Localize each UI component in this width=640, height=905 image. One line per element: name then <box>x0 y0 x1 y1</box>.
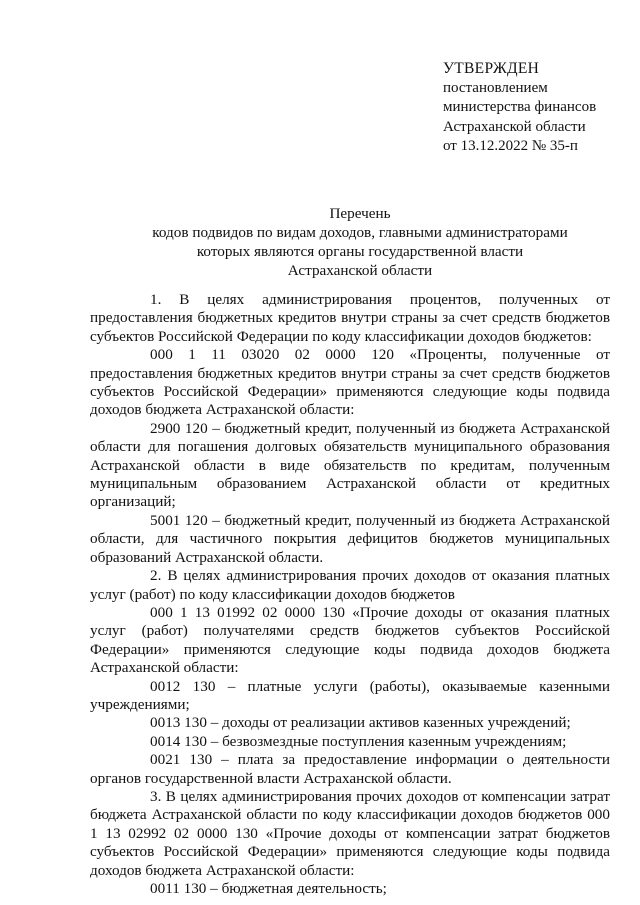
heading-line: которых являются органы государственной власти <box>196 243 524 260</box>
approval-date: от 13.12.2022 № 35-п <box>443 138 578 154</box>
heading-line: Перечень <box>329 205 391 222</box>
paragraph-code-list: 0014 130 – безвозмездные поступления казенным учреждениям; <box>150 732 567 750</box>
document-body <box>90 291 610 898</box>
approval-line: министерства финансов <box>443 99 597 115</box>
paragraph-code-list: 0021 130 – плата за предоставление информации о деятельности органов государственной власти Астраханской области. <box>90 751 610 787</box>
heading-line: Астраханской области <box>287 262 433 279</box>
paragraph-code-list: 0013 130 – доходы от реализации активов казенных учреждений; <box>150 714 571 732</box>
document-heading <box>90 204 630 280</box>
paragraph-3: 3. В целях администрирования прочих доходов от компенсации затрат бюджета Астраханской области по коду классификации доходов бюджетов 000 1 13 02992 02 0000 130 «Прочие доходы от компенсации затрат бюджетов субъектов Российской Федерации» применяются следующие коды подвида доходов бюджета Астраханской области: <box>90 787 610 879</box>
approval-line: Астраханской области <box>443 118 586 135</box>
paragraph-code-list: 000 1 11 03020 02 0000 120 «Проценты, полученные от предоставления бюджетных кредитов внутри страны за счет средств бюджетов субъектов Российской Федерации» применяются следующие коды подвида доходов бюджета Астраханской области: <box>90 346 610 419</box>
paragraph-code-list: 0011 130 – бюджетная деятельность; <box>150 880 387 897</box>
paragraph-code-list: 2900 120 – бюджетный кредит, полученный из бюджета Астраханской области для погашения долговых обязательств муниципального образования Астраханской области в виде обязательств по кредитам, полученным муниципальным образованием Астраханской области от кредитных организаций; <box>90 419 610 511</box>
paragraph-code-list: 5001 120 – бюджетный кредит, полученный из бюджета Астраханской области, для частичного покрытия дефицитов бюджетов муниципальных образований Астраханской области. <box>90 511 610 566</box>
approval-stamp <box>443 59 633 157</box>
paragraph-1: 1. В целях администрирования процентов, полученных от предоставления бюджетных кредитов внутри страны за счет средств бюджетов субъектов Российской Федерации по коду классификации доходов бюджетов: <box>90 291 610 345</box>
paragraph-2: 2. В целях администрирования прочих доходов от оказания платных услуг (работ) по коду классификации доходов бюджетов <box>90 567 610 603</box>
approval-line: постановлением <box>443 79 548 96</box>
paragraph-code-list: 000 1 13 01992 02 0000 130 «Прочие доходы от оказания платных услуг (работ) получателями средств бюджетов субъектов Российской Федерации» применяются следующие коды подвида доходов бюджета Астраханской области: <box>90 603 610 677</box>
approval-title: УТВЕРЖДЕН <box>443 60 540 77</box>
heading-line: кодов подвидов по видам доходов, главными администраторами <box>152 224 568 241</box>
paragraph-code-list: 0012 130 – платные услуги (работы), оказываемые казенными учреждениями; <box>90 677 610 713</box>
